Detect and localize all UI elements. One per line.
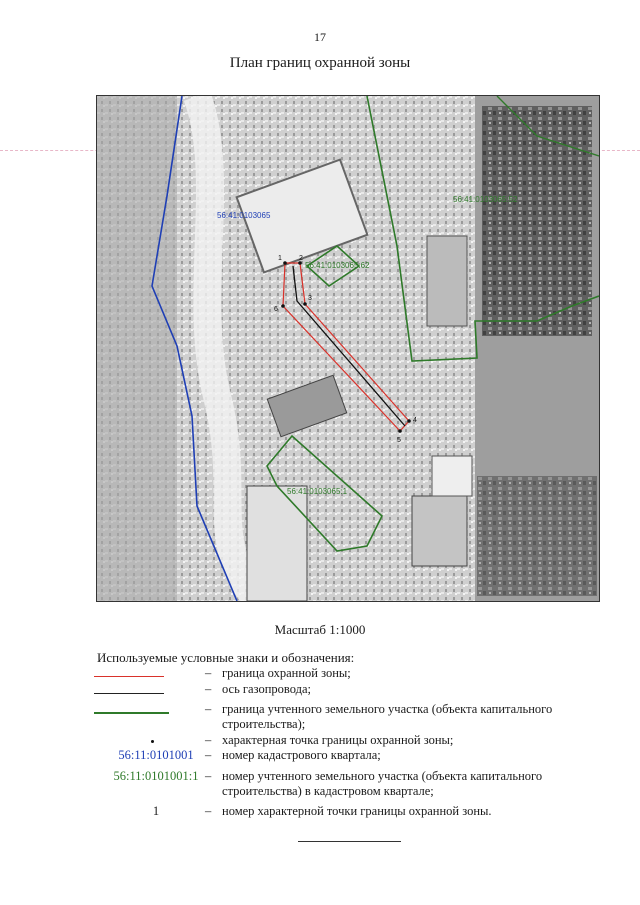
parcel-number-sample: 56:11:0101001:1 [113, 769, 199, 783]
point-number-6: 6 [274, 306, 278, 313]
legend-dash: – [205, 702, 212, 716]
page-number: 17 [314, 30, 326, 44]
point-number-2: 2 [299, 255, 303, 262]
building-2 [427, 236, 467, 326]
map-canvas [97, 96, 599, 601]
legend-dash: – [205, 769, 212, 783]
parcel-label-62: 56:41:0103065:62 [305, 261, 370, 270]
legend-text: ось газопровода; [222, 682, 312, 696]
dark-strip-left [97, 96, 177, 601]
axis-line-sample [94, 693, 164, 694]
legend-dash: – [205, 733, 212, 747]
building-5 [412, 496, 467, 566]
scale-label: Масштаб 1:1000 [274, 622, 366, 637]
dark-area-bottom [477, 476, 597, 596]
building-6 [432, 456, 472, 496]
parcel-label-1: 56:41:0103065:1 [287, 487, 348, 496]
point-number-3: 3 [308, 295, 312, 302]
legend-text: характерная точка границы охранной зоны; [222, 733, 454, 747]
point-number-4: 4 [413, 417, 417, 424]
point-number-5: 5 [397, 437, 401, 444]
legend-heading: Используемые условные знаки и обозначения: [97, 650, 355, 665]
point-marker-6 [281, 304, 285, 308]
dark-buildings [482, 106, 592, 336]
signature-line [298, 841, 401, 842]
parcel-line-sample [94, 712, 169, 714]
quarter-label: 56:41:0103065 [217, 211, 271, 220]
point-marker-4 [407, 419, 411, 423]
quarter-number-sample: 56:11:0101001 [118, 748, 194, 762]
legend-text: граница учтенного земельного участка (объекта капитального строительства); [222, 702, 553, 731]
point-marker-1 [283, 261, 287, 265]
parcel-label-52: 56:41:0103065:52 [453, 195, 518, 204]
point-number-sample: 1 [152, 804, 160, 818]
point-sample [151, 740, 154, 743]
legend-dash: – [205, 804, 212, 818]
legend-dash: – [205, 748, 212, 762]
page-title: План границ охранной зоны [229, 55, 411, 71]
point-marker-3 [303, 302, 307, 306]
legend-text: граница охранной зоны; [222, 666, 351, 680]
legend-dash: – [205, 682, 212, 696]
legend-text: номер характерной точки границы охранной зоны. [222, 804, 492, 818]
point-number-1: 1 [278, 255, 282, 262]
legend-dash: – [205, 666, 212, 680]
legend-text: номер учтенного земельного участка (объекта капитального строительства) в кадастровом квартале; [222, 769, 543, 798]
zone-line-sample [94, 676, 164, 677]
satellite-map [96, 95, 600, 602]
point-marker-5 [398, 429, 402, 433]
legend-text: номер кадастрового квартала; [222, 748, 381, 762]
building-4 [247, 486, 307, 601]
